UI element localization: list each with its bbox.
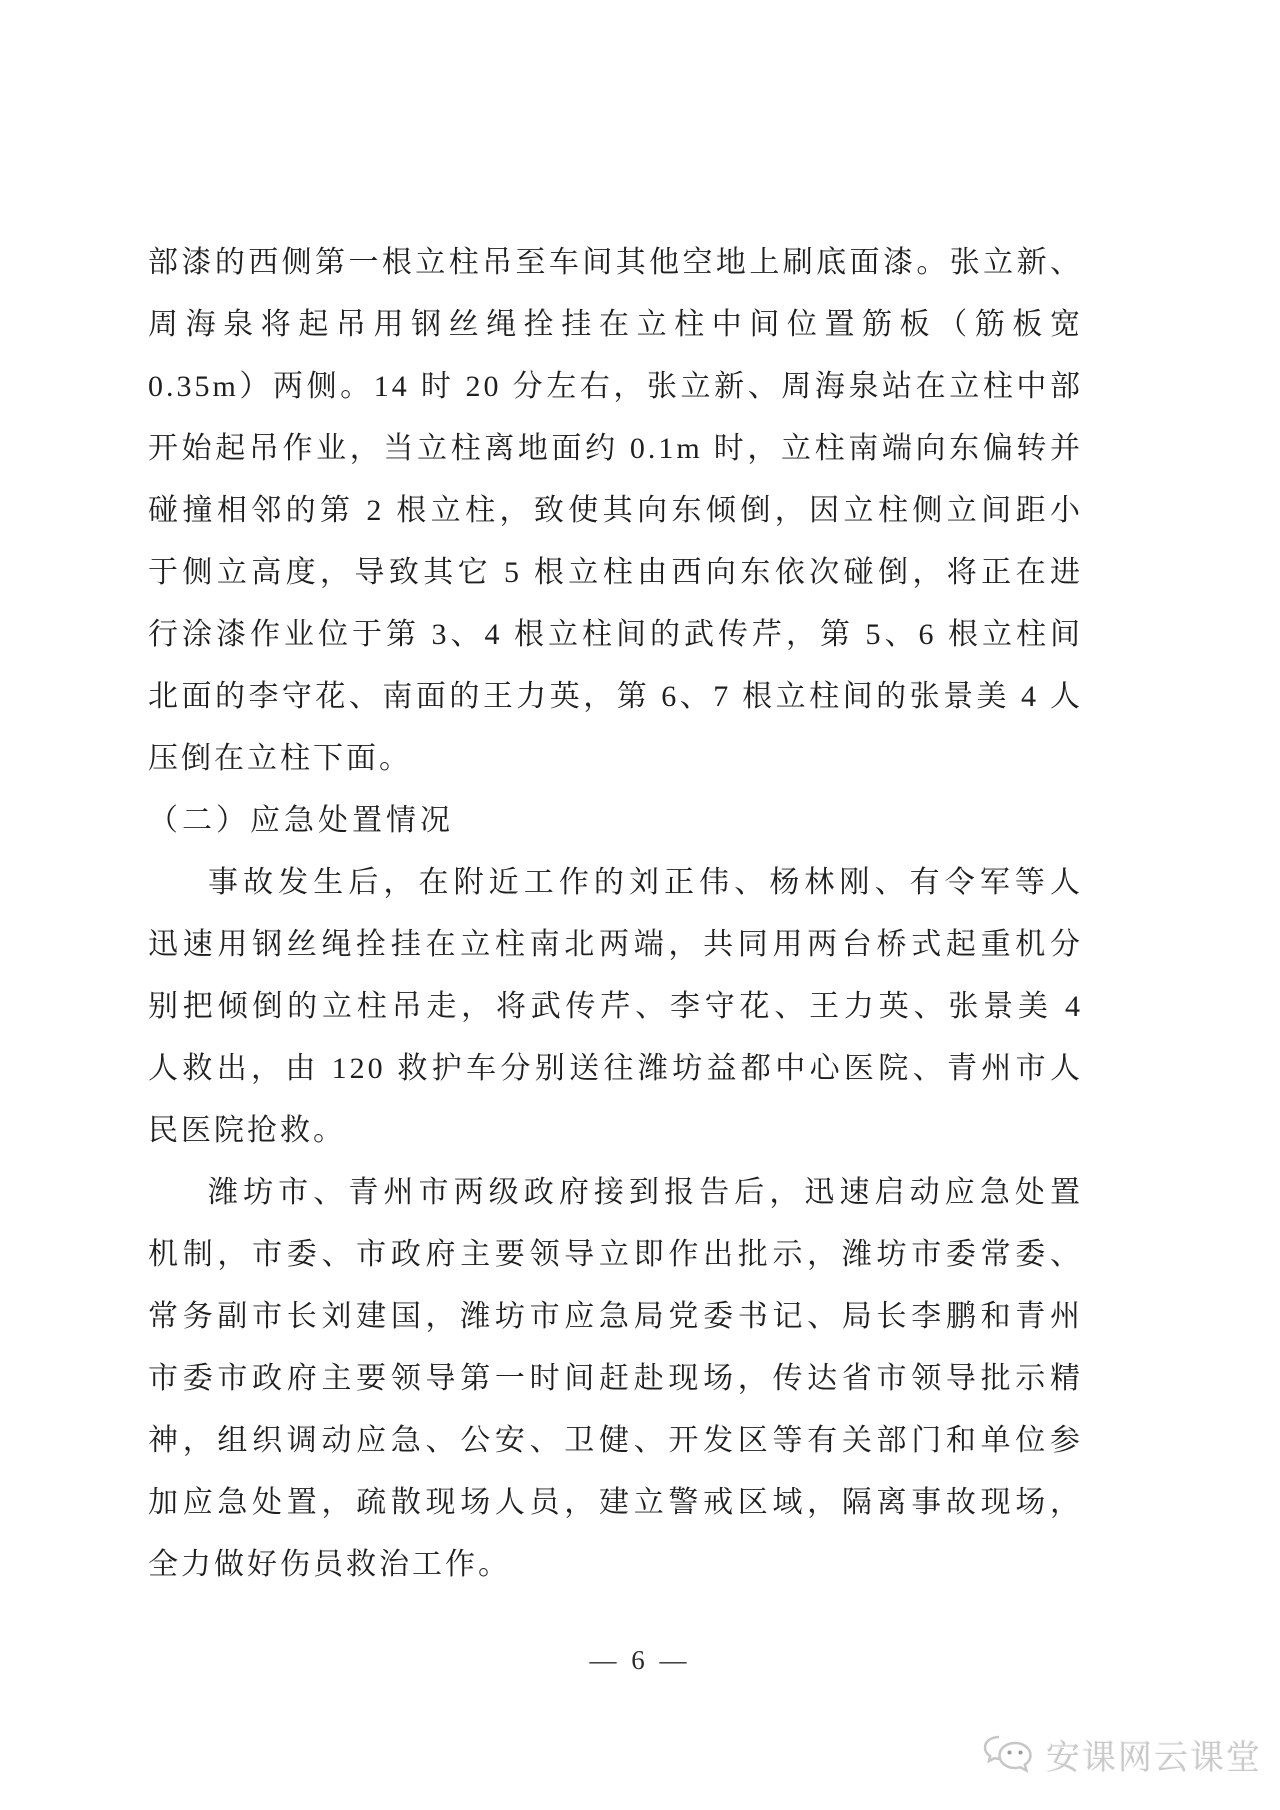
document-line: 迅速用钢丝绳拴挂在立柱南北两端，共同用两台桥式起重机分 — [148, 928, 1083, 961]
watermark-text: 安课网云课堂 — [1046, 1739, 1262, 1777]
document-line: 人救出，由 120 救护车分别送往潍坊益都中心医院、青州市人 — [148, 1052, 1083, 1085]
document-line: 全力做好伤员救治工作。 — [148, 1548, 511, 1581]
document-line: 别把倾倒的立柱吊走，将武传芹、李守花、王力英、张景美 4 — [148, 990, 1083, 1023]
document-line: 开始起吊作业，当立柱离地面约 0.1m 时，立柱南端向东偏转并 — [148, 432, 1083, 465]
document-line: 民医院抢救。 — [148, 1114, 346, 1147]
document-line: 潍坊市、青州市两级政府接到报告后，迅速启动应急处置 — [208, 1176, 1083, 1209]
page-number: — 6 — — [589, 1645, 691, 1675]
document-line: 行涂漆作业位于第 3、4 根立柱间的武传芹，第 5、6 根立柱间 — [148, 618, 1083, 651]
document-body — [148, 232, 1083, 1596]
document-line: 0.35m）两侧。14 时 20 分左右，张立新、周海泉站在立柱中部 — [148, 370, 1083, 403]
watermark — [982, 1730, 1262, 1779]
chat-bubbles-icon — [982, 1731, 1036, 1779]
document-line: 周海泉将起吊用钢丝绳拴挂在立柱中间位置筋板（筋板宽 — [148, 308, 1083, 341]
document-line: 部漆的西侧第一根立柱吊至车间其他空地上刷底面漆。张立新、 — [148, 246, 1083, 279]
document-line: 事故发生后，在附近工作的刘正伟、杨林刚、有令军等人 — [208, 866, 1083, 899]
document-line: 加应急处置，疏散现场人员，建立警戒区域，隔离事故现场， — [148, 1486, 1083, 1519]
section-heading: （二）应急处置情况 — [148, 804, 454, 837]
document-line: 于侧立高度，导致其它 5 根立柱由西向东依次碰倒，将正在进 — [148, 556, 1083, 589]
document-line: 机制，市委、市政府主要领导立即作出批示，潍坊市委常委、 — [148, 1238, 1083, 1271]
document-line: 常务副市长刘建国，潍坊市应急局党委书记、局长李鹏和青州 — [148, 1300, 1083, 1333]
document-line: 碰撞相邻的第 2 根立柱，致使其向东倾倒，因立柱侧立间距小 — [148, 494, 1083, 527]
document-line: 市委市政府主要领导第一时间赶赴现场，传达省市领导批示精 — [148, 1362, 1083, 1395]
document-line: 压倒在立柱下面。 — [148, 742, 412, 775]
document-line: 北面的李守花、南面的王力英，第 6、7 根立柱间的张景美 4 人 — [148, 680, 1083, 713]
document-line: 神，组织调动应急、公安、卫健、开发区等有关部门和单位参 — [148, 1424, 1083, 1457]
